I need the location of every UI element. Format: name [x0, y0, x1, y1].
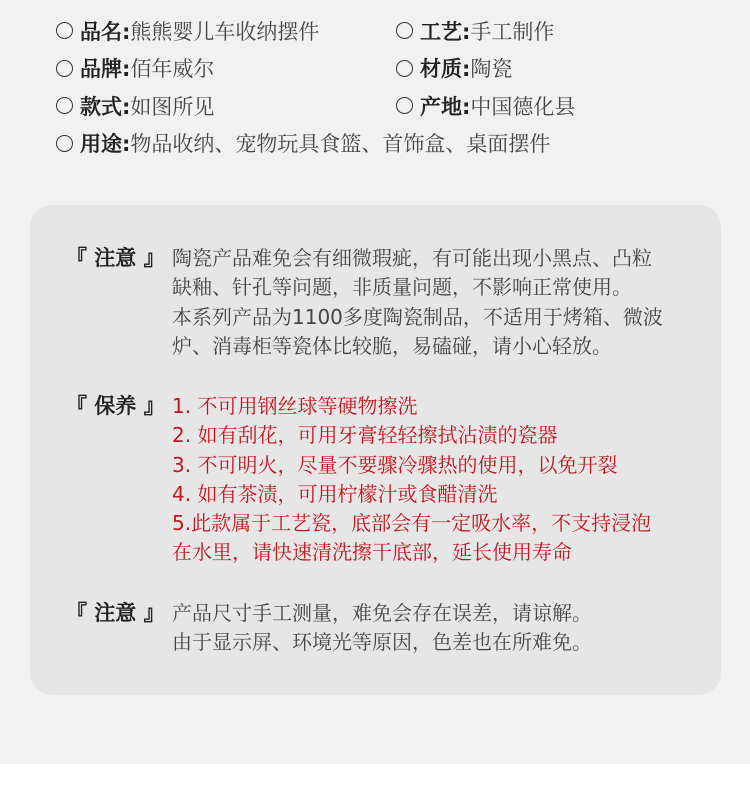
section-line: 在水里，请快速清洗擦干底部，延长使用寿命	[172, 540, 572, 565]
circle-bullet-icon	[396, 97, 413, 114]
section-line: 5.此款属于工艺瓷，底部会有一定吸水率，不支持浸泡	[172, 511, 652, 536]
spec-item-name	[56, 16, 396, 46]
notice-section-care	[66, 392, 682, 568]
spec-label: 用途:	[80, 132, 131, 157]
section-body	[172, 392, 682, 568]
circle-bullet-icon	[56, 60, 73, 77]
spec-label: 品名:	[80, 19, 131, 44]
spec-value: 中国德化县	[470, 94, 576, 119]
spec-label: 工艺:	[420, 19, 471, 44]
circle-bullet-icon	[396, 60, 413, 77]
section-line: 由于显示屏、环境光等原因，色差也在所难免。	[172, 630, 592, 655]
section-line: 2. 如有刮花，可用牙膏轻轻擦拭沾渍的瓷器	[172, 423, 558, 448]
spec-value: 手工制作	[470, 19, 555, 44]
notice-card	[30, 205, 721, 695]
spec-value: 物品收纳、宠物玩具食篮、首饰盒、桌面摆件	[130, 132, 551, 157]
section-line: 炉、消毒柜等瓷体比较脆，易磕碰，请小心轻放。	[172, 333, 612, 358]
spec-item-brand	[56, 53, 396, 83]
section-line: 4. 如有茶渍，可用柠檬汁或食醋清洗	[172, 481, 498, 506]
section-tag: 『 注意 』	[66, 601, 165, 625]
section-tag: 『 注意 』	[66, 246, 165, 270]
spec-value: 如图所见	[130, 94, 215, 119]
section-line: 本系列产品为1100多度陶瓷制品，不适用于烤箱、微波	[172, 304, 663, 329]
spec-item-material	[396, 53, 736, 83]
spec-row	[56, 125, 736, 163]
notice-section-measurement	[66, 599, 682, 658]
section-body	[172, 599, 682, 658]
spec-value: 熊熊婴儿车收纳摆件	[130, 19, 320, 44]
spec-value: 佰年威尔	[130, 57, 215, 82]
spec-row	[56, 12, 736, 50]
section-line: 陶瓷产品难免会有细微瑕疵，有可能出现小黑点、凸粒	[172, 246, 652, 270]
spec-value: 陶瓷	[470, 57, 513, 82]
product-specs	[56, 12, 736, 162]
spec-row	[56, 87, 736, 125]
spec-item-usage	[56, 128, 736, 158]
spec-item-style	[56, 91, 396, 121]
spec-item-craft	[396, 16, 736, 46]
section-tag: 『 保养 』	[66, 394, 165, 418]
section-line: 缺釉、针孔等问题，非质量问题，不影响正常使用。	[172, 275, 632, 300]
section-body	[172, 244, 682, 361]
spec-label: 款式:	[80, 94, 131, 119]
spec-label: 品牌:	[80, 57, 131, 82]
spec-item-origin	[396, 91, 736, 121]
spec-label: 产地:	[420, 94, 471, 119]
circle-bullet-icon	[56, 97, 73, 114]
circle-bullet-icon	[396, 22, 413, 39]
circle-bullet-icon	[56, 22, 73, 39]
notice-section-caution	[66, 244, 682, 361]
section-line: 3. 不可明火，尽量不要骤冷骤热的使用，以免开裂	[172, 452, 618, 477]
section-line: 1. 不可用钢丝球等硬物擦洗	[172, 394, 418, 418]
circle-bullet-icon	[56, 135, 73, 152]
section-line: 产品尺寸手工测量，难免会存在误差，请谅解。	[172, 601, 592, 625]
spec-row	[56, 50, 736, 88]
spec-label: 材质:	[420, 57, 471, 82]
